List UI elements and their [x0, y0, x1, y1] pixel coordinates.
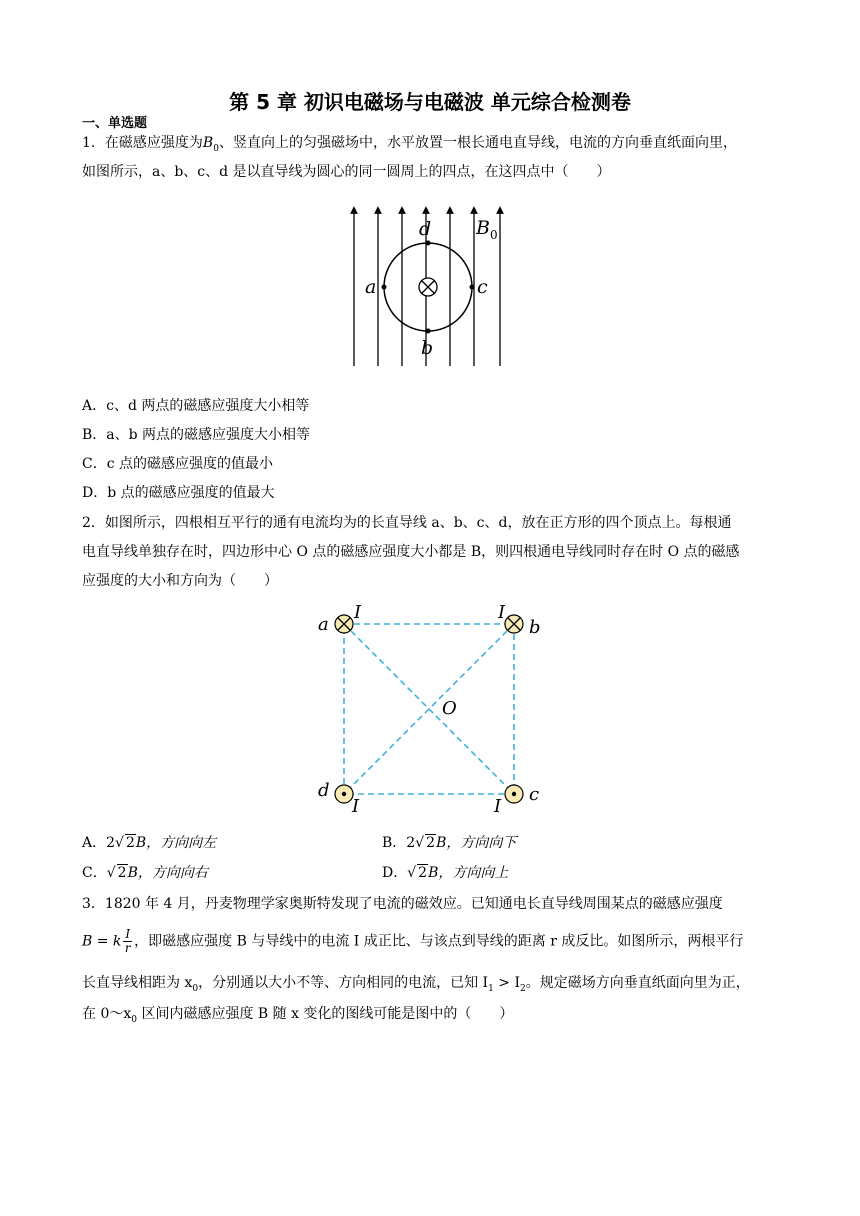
label-i-c: I [494, 796, 502, 816]
label-b0: $B_0$ [476, 217, 498, 242]
q1-option-c[interactable]: C．c 点的磁感应强度的值最小 [82, 456, 274, 472]
wire-into-page-icon [419, 278, 437, 296]
q1-option-b[interactable]: B．a、b 两点的磁感应强度大小相等 [82, 427, 311, 443]
q1-figure [340, 200, 520, 370]
q1-prefix: 1．在磁感应强度为 [82, 135, 203, 151]
page-title: 第 5 章 初识电磁场与电磁波 单元综合检测卷 [229, 90, 631, 114]
q1-b0-sub: 0 [213, 143, 219, 154]
q3-stem-line1: 3．1820 年 4 月，丹麦物理学家奥斯特发现了电流的磁效应。已知通电长直导线周围某点的磁感应强度 [82, 896, 723, 912]
q2-stem-line1: 2．如图所示，四根相互平行的通有电流均为的长直导线 a、b、c、d，放在正方形的四个顶点上。每根通 [82, 515, 732, 531]
square-dashed [344, 624, 514, 794]
label-b: b [421, 337, 434, 359]
label-b: b [529, 617, 541, 638]
q2-option-a[interactable]: A．2√ 2B，方向向左 [82, 835, 217, 851]
label-c: c [477, 276, 488, 298]
point-c-dot [470, 285, 475, 290]
q1-stem-line1 [82, 132, 737, 154]
q3-line2-rest: ，即磁感应强度 B 与导线中的电流 I 成正比、与该点到导线的距离 r 成反比。如图所示，两根平行 [134, 933, 744, 950]
formula-fraction: $\frac{I}{r}$ [124, 927, 131, 955]
q3-stem-line4: 在 $0\sim x_0$ 区间内磁感应强度 B 随 x 变化的图线可能是图中的（ ） [82, 1006, 514, 1025]
label-d: d [419, 218, 432, 240]
label-a: a [365, 276, 377, 298]
point-d-dot [426, 241, 431, 246]
label-i-a: I [354, 602, 362, 623]
q3-stem-line3: 长直导线相距为 $x_0$，分别通以大小不等、方向相同的电流，已知 $I_1 > I_2$。规定磁场方向垂直纸面向里为正， [82, 975, 750, 994]
q2-stem-line3: 应强度的大小和方向为（ ） [82, 573, 278, 589]
section-heading: 一、单选题 [82, 116, 148, 131]
q1-stem-line2: 如图所示，a、b、c、d 是以直导线为圆心的同一圆周上的四点，在这四点中（ ） [82, 164, 611, 180]
q2-option-b[interactable]: B．2√ 2B，方向向下 [382, 835, 517, 851]
wire-a-into-icon [335, 615, 353, 633]
q2-stem-line2: 电直导线单独存在时，四边形中心 O 点的磁感应强度大小都是 B，则四根通电导线同时存在时 O 点的磁感 [82, 544, 740, 560]
point-a-dot [382, 285, 387, 290]
q1-b0-symbol: B [202, 135, 214, 151]
q1-rest: 、竖直向上的匀强磁场中，水平放置一根长通电直导线，电流的方向垂直纸面向里， [218, 135, 737, 151]
wire-d-out-icon [335, 785, 353, 803]
q3-stem-line2 [82, 928, 743, 955]
q1-option-a[interactable]: A．c、d 两点的磁感应强度大小相等 [82, 398, 310, 414]
q2-figure [310, 600, 550, 816]
label-i-d: I [352, 796, 360, 816]
wire-b-into-icon [505, 615, 523, 633]
q1-option-d[interactable]: D．b 点的磁感应强度的值最大 [82, 485, 275, 501]
q2-option-d[interactable]: D．√ 2B，方向向上 [382, 865, 509, 881]
wire-c-out-icon [505, 785, 523, 803]
label-d: d [318, 780, 330, 801]
label-i-b: I [498, 602, 506, 623]
label-c: c [529, 784, 540, 805]
formula-lhs: B = k [82, 933, 122, 950]
point-b-dot [426, 329, 431, 334]
label-o: O [442, 698, 457, 719]
q2-option-c[interactable]: C．√ 2B，方向向右 [82, 865, 208, 881]
label-a: a [318, 614, 329, 635]
